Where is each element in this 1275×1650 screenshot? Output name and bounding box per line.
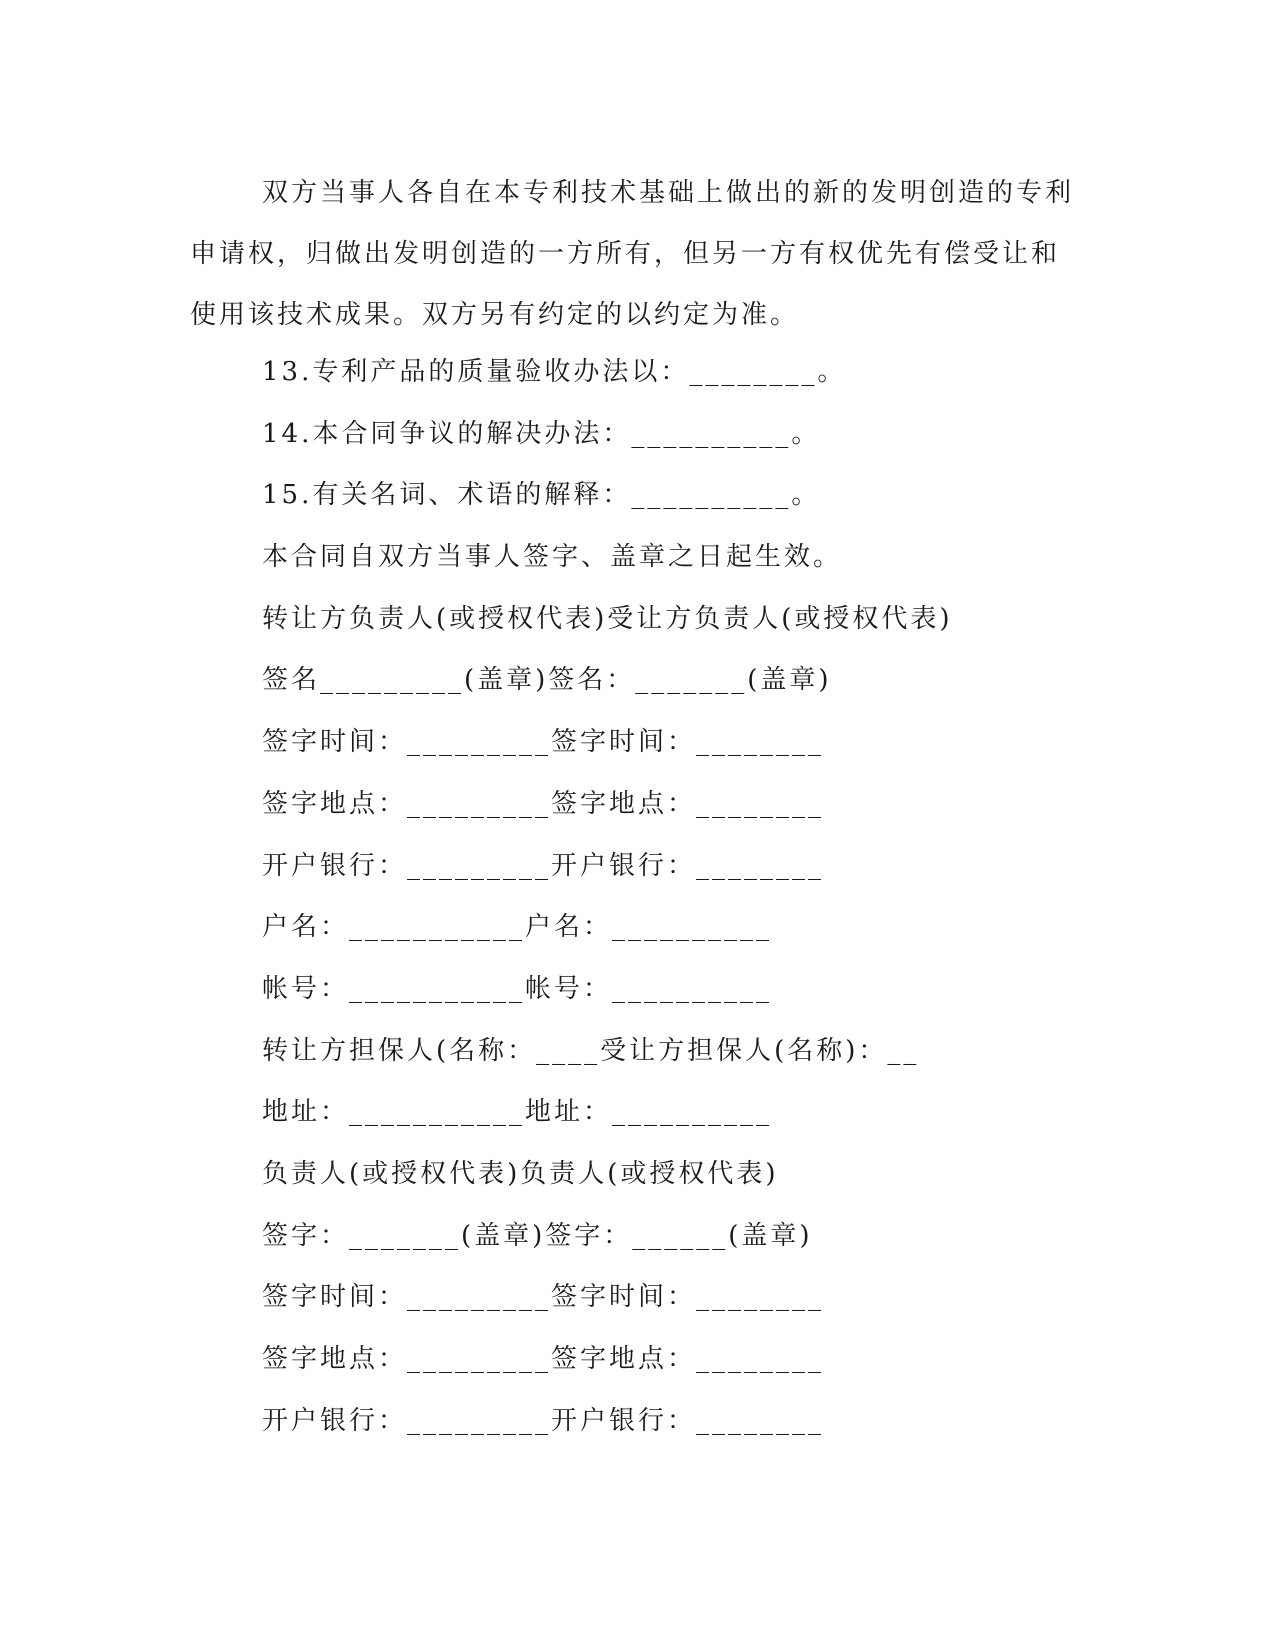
clause-13: 13.专利产品的质量验收办法以：________。	[262, 357, 847, 387]
guarantor-bank-line: 开户银行：_________开户银行：________	[262, 1405, 825, 1436]
account-number-line: 帐号：___________帐号：__________	[262, 973, 773, 1004]
signature-line: 签名_________(盖章)签名：_______(盖章)	[262, 665, 832, 696]
effective-statement: 本合同自双方当事人签字、盖章之日起生效。	[262, 542, 843, 573]
guarantor-address-line: 地址：___________地址：__________	[262, 1097, 773, 1128]
clause-list	[262, 342, 953, 1452]
guarantor-signature-line: 签字：_______(盖章)签字：______(盖章)	[262, 1220, 813, 1251]
party-representatives-heading: 转让方负责人(或授权代表)受让方负责人(或授权代表)	[262, 603, 953, 634]
body-paragraph	[190, 163, 1080, 346]
signing-time-line: 签字时间：_________签字时间：________	[262, 727, 825, 758]
guarantor-signing-time-line: 签字时间：_________签字时间：________	[262, 1282, 825, 1313]
account-name-line: 户名：___________户名：__________	[262, 912, 773, 943]
bank-line: 开户银行：_________开户银行：________	[262, 850, 825, 881]
guarantor-signing-place-line: 签字地点：_________签字地点：________	[262, 1344, 825, 1374]
paragraph-text: 双方当事人各自在本专利技术基础上做出的新的发明创造的专利申请权，归做出发明创造的一方所有，但另一方有权优先有偿受让和使用该技术成果。双方另有约定的以约定为准。	[190, 178, 1075, 330]
clause-15: 15.有关名词、术语的解释：__________。	[262, 480, 821, 511]
signing-place-line: 签字地点：_________签字地点：________	[262, 788, 825, 819]
guarantor-heading: 转让方担保人(名称：____受让方担保人(名称)：__	[262, 1035, 920, 1066]
clause-14: 14.本合同争议的解决办法：__________。	[262, 418, 821, 449]
guarantor-representatives-heading: 负责人(或授权代表)负责人(或授权代表)	[262, 1158, 779, 1189]
